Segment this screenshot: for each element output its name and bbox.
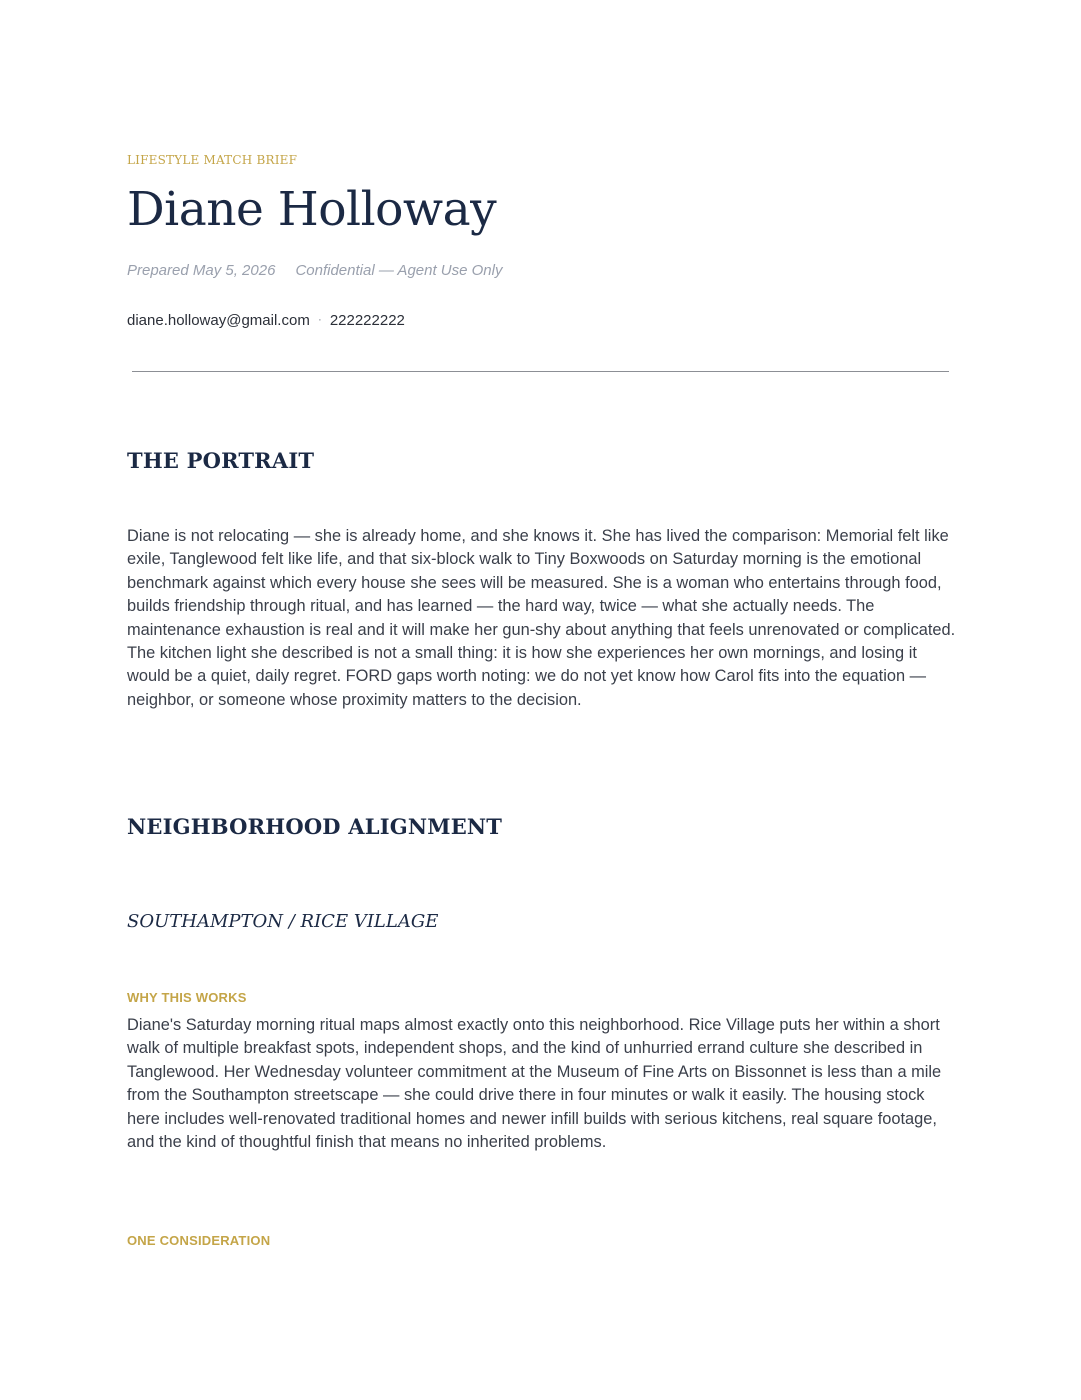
meta-row <box>127 262 503 279</box>
client-phone[interactable]: 222222222 <box>329 312 405 329</box>
portrait-body: Diane is not relocating — she is already home, and she knows it. She has lived the comparison: Memorial felt like exile, Tanglewood felt like life, and that six-block walk to Tiny Boxwoods on Saturday morning is the emotional benchmark against which every house she sees will be measured. She is a woman who entertains through food, builds friendship through ritual, and has learned — the hard way, twice — what she actually needs. The maintenance exhaustion is real and it will make her gun-shy about anything that feels unrenovated or complicated. The kitchen light she described is not a small thing: it is how she experiences her own mornings, and losing it would be a quiet, daily regret. FORD gaps worth noting: we do not yet know how Carol fits into the equation — neighbor, or someone whose proximity matters to the decision. <box>127 527 956 709</box>
why-this-works-label: WHY THIS WORKS <box>127 990 247 1005</box>
client-name-title: Diane Holloway <box>127 182 497 237</box>
prepared-date: Prepared May 5, 2026 <box>127 262 276 279</box>
client-email[interactable]: diane.holloway@gmail.com <box>127 312 310 329</box>
section-heading-neighborhood: NEIGHBORHOOD ALIGNMENT <box>127 814 503 839</box>
one-consideration-label: ONE CONSIDERATION <box>127 1233 271 1248</box>
section-heading-portrait: THE PORTRAIT <box>127 448 315 473</box>
contact-row <box>127 312 405 329</box>
neighborhood-name: SOUTHAMPTON / RICE VILLAGE <box>127 911 439 932</box>
why-this-works-body: Diane's Saturday morning ritual maps almost exactly onto this neighborhood. Rice Village puts her within a short walk of multiple breakfast spots, independent shops, and the kind of unhurried errand culture she described in Tanglewood. Her Wednesday volunteer commitment at the Museum of Fine Arts on Bissonnet is less than a mile from the Southampton streetscape — she could drive there in four minutes or walk it easily. The housing stock here includes well-renovated traditional homes and newer infill builds with serious kitchens, real square footage, and the kind of thoughtful finish that means no inherited problems. <box>127 1016 942 1152</box>
confidential-note: Confidential — Agent Use Only <box>295 262 503 279</box>
contact-separator: · <box>317 312 322 326</box>
document-eyebrow: LIFESTYLE MATCH BRIEF <box>127 153 298 167</box>
header-divider <box>132 371 949 372</box>
